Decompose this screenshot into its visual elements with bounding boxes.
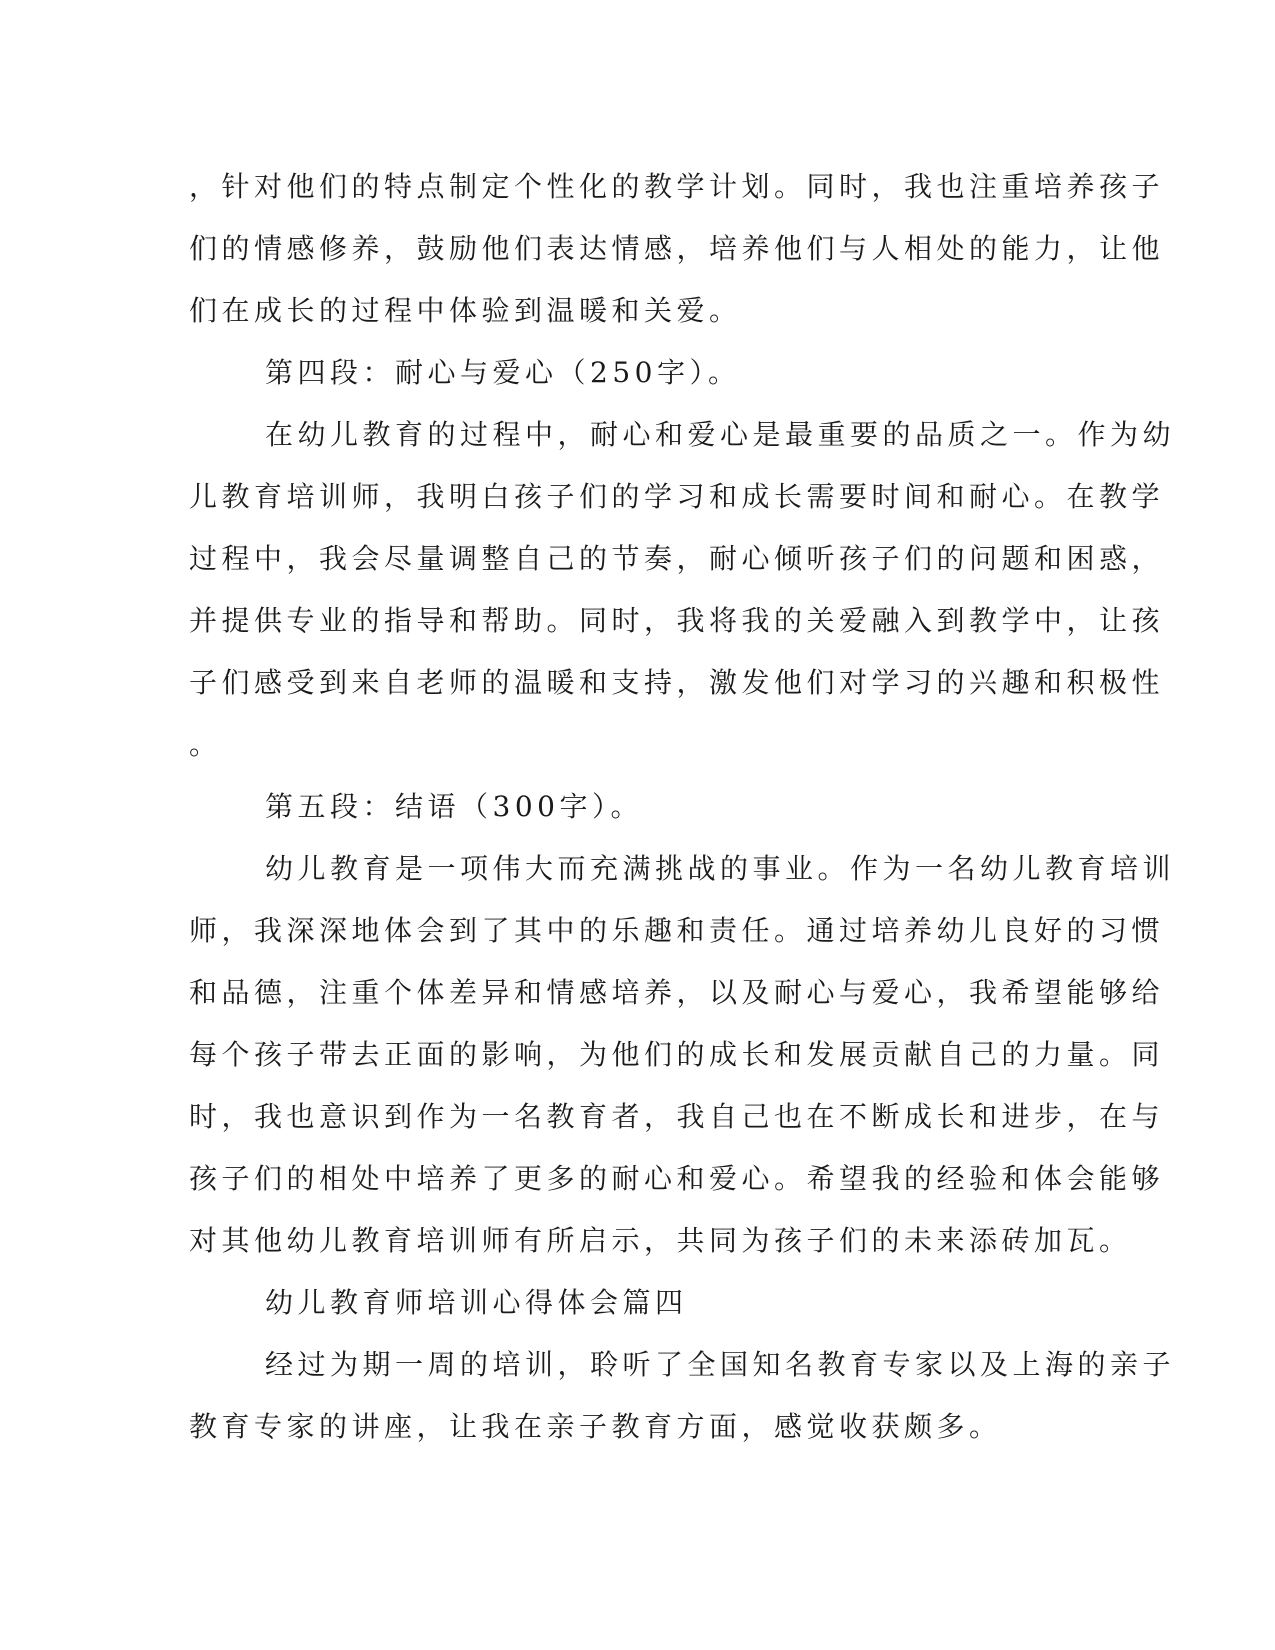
article-title: 幼儿教育师培训心得体会篇四	[265, 1286, 688, 1319]
text-line: 在幼儿教育的过程中，耐心和爱心是最重要的品质之一。作为幼	[265, 418, 1176, 451]
text-line: 们在成长的过程中体验到温暖和关爱。	[189, 294, 742, 327]
text-line: 孩子们的相处中培养了更多的耐心和爱心。希望我的经验和体会能够	[189, 1162, 1165, 1195]
text-line: 和品德，注重个体差异和情感培养，以及耐心与爱心，我希望能够给	[189, 976, 1165, 1009]
section-heading: 第四段：耐心与爱心（250字）。	[265, 356, 741, 389]
text-line: ，针对他们的特点制定个性化的教学计划。同时，我也注重培养孩子	[189, 170, 1165, 203]
text-line: 们的情感修养，鼓励他们表达情感，培养他们与人相处的能力，让他	[189, 232, 1165, 265]
text-line: 每个孩子带去正面的影响，为他们的成长和发展贡献自己的力量。同	[189, 1038, 1165, 1071]
text-line: 幼儿教育是一项伟大而充满挑战的事业。作为一名幼儿教育培训	[265, 852, 1176, 885]
document-body	[189, 156, 1176, 1458]
text-line: 师，我深深地体会到了其中的乐趣和责任。通过培养幼儿良好的习惯	[189, 914, 1165, 947]
text-line: 。	[189, 728, 222, 761]
section-heading: 第五段：结语（300字）。	[265, 790, 643, 823]
text-line: 并提供专业的指导和帮助。同时，我将我的关爱融入到教学中，让孩	[189, 604, 1165, 637]
text-line: 时，我也意识到作为一名教育者，我自己也在不断成长和进步，在与	[189, 1100, 1165, 1133]
text-line: 过程中，我会尽量调整自己的节奏，耐心倾听孩子们的问题和困惑，	[189, 542, 1165, 575]
text-line: 教育专家的讲座，让我在亲子教育方面，感觉收获颇多。	[189, 1410, 1002, 1443]
text-line: 儿教育培训师，我明白孩子们的学习和成长需要时间和耐心。在教学	[189, 480, 1165, 513]
text-line: 子们感受到来自老师的温暖和支持，激发他们对学习的兴趣和积极性	[189, 666, 1165, 699]
text-line: 对其他幼儿教育培训师有所启示，共同为孩子们的未来添砖加瓦。	[189, 1224, 1132, 1257]
text-line: 经过为期一周的培训，聆听了全国知名教育专家以及上海的亲子	[265, 1348, 1176, 1381]
